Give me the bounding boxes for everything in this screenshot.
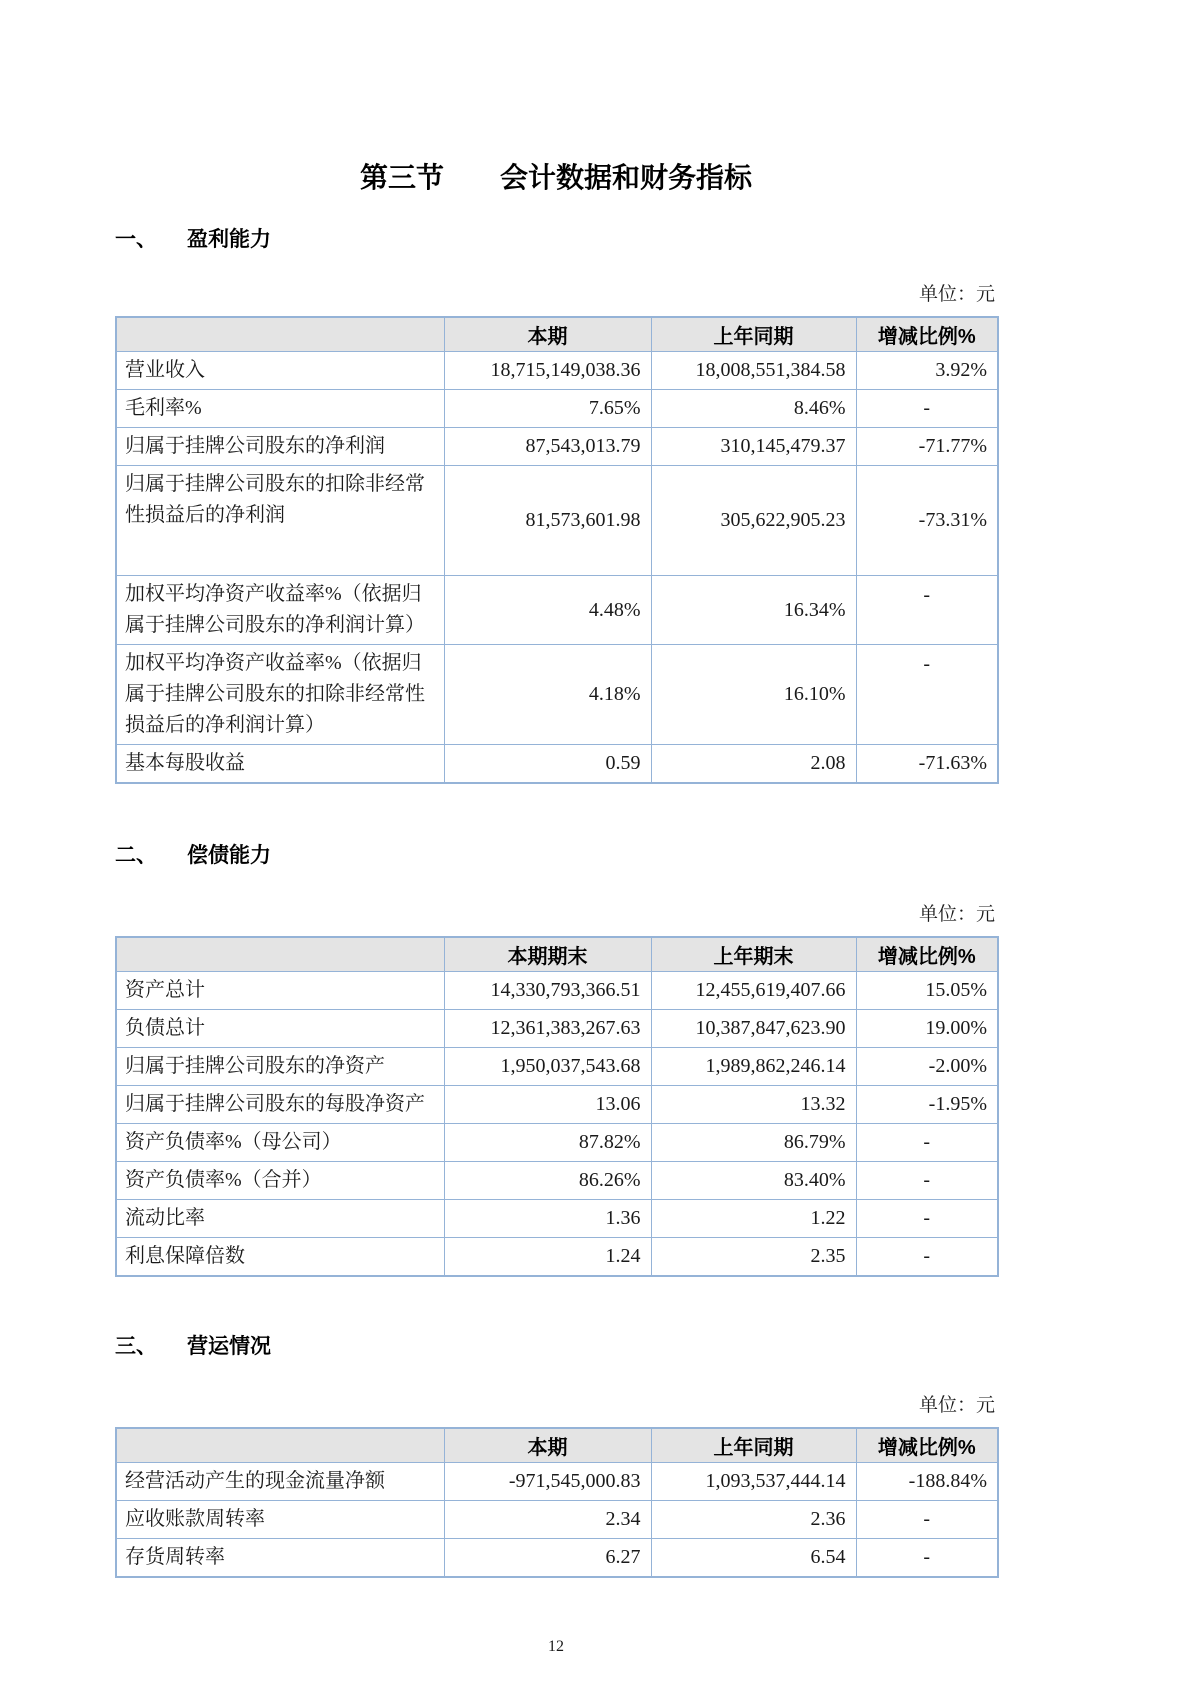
value-prior: 83.40% xyxy=(651,1162,856,1200)
section-title: 盈利能力 xyxy=(187,228,271,251)
value-prior: 13.32 xyxy=(651,1086,856,1124)
table-row xyxy=(116,390,998,428)
value-change: - xyxy=(856,1162,998,1200)
value-current: 13.06 xyxy=(444,1086,651,1124)
value-prior: 12,455,619,407.66 xyxy=(651,972,856,1010)
value-prior: 6.54 xyxy=(651,1539,856,1578)
header-current: 本期期末 xyxy=(444,937,651,972)
table-operations xyxy=(115,1427,999,1578)
value-current: 4.48% xyxy=(444,576,651,645)
value-current: 0.59 xyxy=(444,745,651,784)
value-current: 7.65% xyxy=(444,390,651,428)
value-current: 12,361,383,267.63 xyxy=(444,1010,651,1048)
value-change: -2.00% xyxy=(856,1048,998,1086)
header-prior: 上年同期 xyxy=(651,317,856,352)
row-label: 归属于挂牌公司股东的每股净资产 xyxy=(116,1086,444,1124)
row-label: 毛利率% xyxy=(116,390,444,428)
value-prior: 10,387,847,623.90 xyxy=(651,1010,856,1048)
section-heading-solvency xyxy=(115,842,997,870)
value-prior: 310,145,479.37 xyxy=(651,428,856,466)
row-label: 流动比率 xyxy=(116,1200,444,1238)
row-label: 资产负债率%（合并） xyxy=(116,1162,444,1200)
value-change: -73.31% xyxy=(856,466,998,576)
row-label: 归属于挂牌公司股东的净资产 xyxy=(116,1048,444,1086)
table-row xyxy=(116,1501,998,1539)
table-row xyxy=(116,428,998,466)
table-header-row xyxy=(116,1428,998,1463)
value-change: - xyxy=(856,645,998,745)
value-prior: 18,008,551,384.58 xyxy=(651,352,856,390)
value-current: -971,545,000.83 xyxy=(444,1463,651,1501)
unit-label: 单位：元 xyxy=(918,284,995,305)
section-number: 二、 xyxy=(115,844,157,867)
header-prior: 上年期末 xyxy=(651,937,856,972)
value-prior: 1,989,862,246.14 xyxy=(651,1048,856,1086)
header-change: 增减比例% xyxy=(856,317,998,352)
value-change: 3.92% xyxy=(856,352,998,390)
table-row xyxy=(116,1200,998,1238)
section-number: 三、 xyxy=(115,1335,157,1358)
table-solvency xyxy=(115,936,999,1277)
header-change: 增减比例% xyxy=(856,937,998,972)
row-label: 基本每股收益 xyxy=(116,745,444,784)
value-change: - xyxy=(856,576,998,645)
row-label: 归属于挂牌公司股东的扣除非经常性损益后的净利润 xyxy=(116,466,444,576)
value-current: 87.82% xyxy=(444,1124,651,1162)
value-current: 1.36 xyxy=(444,1200,651,1238)
value-prior: 1.22 xyxy=(651,1200,856,1238)
header-indicator xyxy=(116,937,444,972)
value-prior: 1,093,537,444.14 xyxy=(651,1463,856,1501)
table-row xyxy=(116,1238,998,1277)
table-row xyxy=(116,1162,998,1200)
table-row xyxy=(116,1086,998,1124)
value-current: 86.26% xyxy=(444,1162,651,1200)
value-current: 81,573,601.98 xyxy=(444,466,651,576)
section-heading-profitability xyxy=(115,226,997,254)
header-current: 本期 xyxy=(444,1428,651,1463)
value-current: 18,715,149,038.36 xyxy=(444,352,651,390)
value-change: -1.95% xyxy=(856,1086,998,1124)
row-label: 经营活动产生的现金流量净额 xyxy=(116,1463,444,1501)
value-change: - xyxy=(856,390,998,428)
value-prior: 86.79% xyxy=(651,1124,856,1162)
table-row xyxy=(116,1048,998,1086)
row-label: 存货周转率 xyxy=(116,1539,444,1578)
header-current: 本期 xyxy=(444,317,651,352)
table-row xyxy=(116,352,998,390)
row-label: 负债总计 xyxy=(116,1010,444,1048)
value-current: 4.18% xyxy=(444,645,651,745)
header-change: 增减比例% xyxy=(856,1428,998,1463)
value-current: 1.24 xyxy=(444,1238,651,1277)
value-prior: 8.46% xyxy=(651,390,856,428)
value-current: 14,330,793,366.51 xyxy=(444,972,651,1010)
table-row xyxy=(116,972,998,1010)
header-prior: 上年同期 xyxy=(651,1428,856,1463)
row-label: 加权平均净资产收益率%（依据归属于挂牌公司股东的扣除非经常性损益后的净利润计算） xyxy=(116,645,444,745)
value-prior: 2.35 xyxy=(651,1238,856,1277)
table-row xyxy=(116,1124,998,1162)
row-label: 归属于挂牌公司股东的净利润 xyxy=(116,428,444,466)
value-prior: 2.36 xyxy=(651,1501,856,1539)
table-profitability xyxy=(115,316,999,784)
value-change: - xyxy=(856,1238,998,1277)
row-label: 资产总计 xyxy=(116,972,444,1010)
table-row xyxy=(116,1463,998,1501)
value-change: 15.05% xyxy=(856,972,998,1010)
value-change: - xyxy=(856,1501,998,1539)
row-label: 利息保障倍数 xyxy=(116,1238,444,1277)
value-change: - xyxy=(856,1124,998,1162)
row-label: 营业收入 xyxy=(116,352,444,390)
value-change: 19.00% xyxy=(856,1010,998,1048)
table-header-row xyxy=(116,937,998,972)
value-prior: 16.10% xyxy=(651,645,856,745)
section-number: 一、 xyxy=(115,228,157,251)
section-heading-operations xyxy=(115,1333,997,1361)
table-row xyxy=(116,1539,998,1578)
section-title: 偿债能力 xyxy=(187,844,271,867)
value-prior: 16.34% xyxy=(651,576,856,645)
value-prior: 305,622,905.23 xyxy=(651,466,856,576)
unit-label: 单位：元 xyxy=(918,1395,995,1416)
table-row xyxy=(116,645,998,745)
value-change: - xyxy=(856,1200,998,1238)
value-change: - xyxy=(856,1539,998,1578)
value-change: -188.84% xyxy=(856,1463,998,1501)
table-row xyxy=(116,745,998,784)
table-header-row xyxy=(116,317,998,352)
value-change: -71.63% xyxy=(856,745,998,784)
page-number: 12 xyxy=(548,1638,564,1655)
page-title: 第三节 会计数据和财务指标 xyxy=(359,162,752,193)
value-current: 87,543,013.79 xyxy=(444,428,651,466)
value-current: 2.34 xyxy=(444,1501,651,1539)
table-row xyxy=(116,1010,998,1048)
table-row xyxy=(116,576,998,645)
value-change: -71.77% xyxy=(856,428,998,466)
unit-label: 单位：元 xyxy=(918,904,995,925)
value-current: 6.27 xyxy=(444,1539,651,1578)
value-prior: 2.08 xyxy=(651,745,856,784)
row-label: 资产负债率%（母公司） xyxy=(116,1124,444,1162)
section-title: 营运情况 xyxy=(187,1335,271,1358)
row-label: 应收账款周转率 xyxy=(116,1501,444,1539)
value-current: 1,950,037,543.68 xyxy=(444,1048,651,1086)
table-row xyxy=(116,466,998,576)
header-indicator xyxy=(116,1428,444,1463)
header-indicator xyxy=(116,317,444,352)
row-label: 加权平均净资产收益率%（依据归属于挂牌公司股东的净利润计算） xyxy=(116,576,444,645)
